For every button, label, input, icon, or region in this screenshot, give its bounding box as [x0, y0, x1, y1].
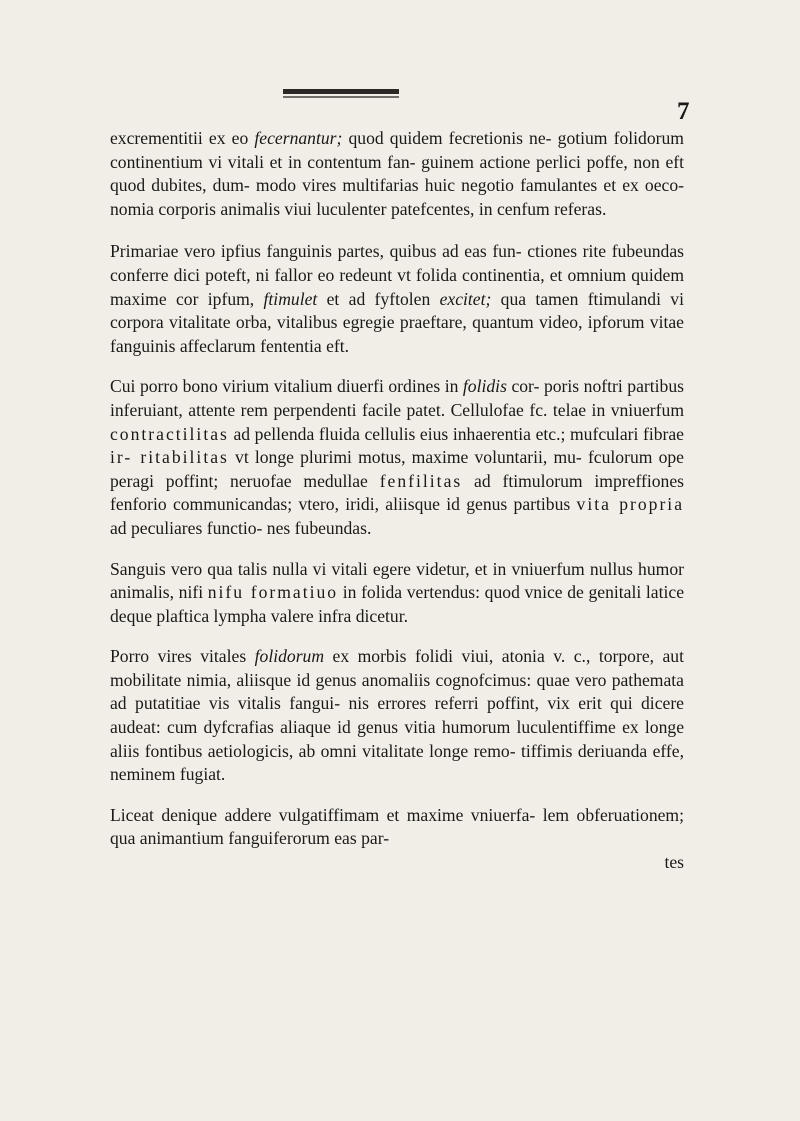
- text-segment: vt longe plurimi motus, maxime voluntarii, mu- fculorum ope peragi poffint; neruofae medullae: [110, 447, 684, 491]
- paragraph-1: [110, 127, 684, 221]
- paragraph-3: [110, 375, 684, 540]
- header-rule-thin: [283, 96, 399, 98]
- text-segment: nifu formatiuo: [207, 582, 339, 603]
- text-segment: quod quidem fecretionis ne- gotium folidorum continentium vi vitali et in contentum fan- guinem actione perlici poffe, non eft quod dubites, dum- modo vires multifarias huic negotio famulantes et ex oeco- nomia corporis animalis viui luculenter patefcentes, in cenfum referas.: [110, 128, 684, 219]
- text-segment: ad pellenda fluida cellulis eius inhaerentia etc.; mufculari fibrae: [228, 423, 684, 444]
- text-segment: qua tamen ftimulandi vi corpora vitalitate orba, vitalibus egregie praeftare, quantum video, ipforum vitae fanguinis affeclarum fententia eft.: [110, 288, 684, 356]
- text-segment: et ad fyftolen: [317, 288, 440, 309]
- text-segment: in folida vertendus: quod vnice de genitali latice deque plaftica lympha valere infra dicetur.: [110, 582, 684, 626]
- paragraph-4: [110, 558, 684, 629]
- paragraph-2: [110, 240, 684, 358]
- text-segment: contractilitas: [110, 423, 229, 444]
- text-segment: folidorum: [254, 646, 325, 667]
- header-rule: [283, 89, 399, 94]
- text-segment: excrementitii ex eo: [110, 128, 255, 148]
- text-segment: folidis: [462, 376, 507, 397]
- text-segment: fenfilitas: [379, 470, 463, 491]
- catchword: tes: [664, 852, 684, 873]
- text-segment: ir- ritabilitas: [110, 447, 229, 468]
- text-segment: ad ftimulorum impreffiones fenforio communicandas; vtero, iridi, aliisque id genus partibus: [110, 470, 684, 515]
- text-segment: fecernantur;: [254, 128, 343, 148]
- text-segment: Sanguis vero qua talis nulla vi vitali egere videtur, et in vniuerfum nullus humor animalis, nifi: [110, 558, 684, 603]
- text-segment: vita propria: [576, 494, 684, 515]
- text-segment: Liceat denique addere vulgatiffimam et maxime vniuerfa- lem obferuationem; qua animantium fanguiferorum eas par-: [110, 804, 684, 849]
- body-text: [110, 127, 684, 875]
- text-segment: ad peculiares functio- nes fubeundas.: [110, 517, 372, 538]
- text-segment: Primariae vero ipfius fanguinis partes, quibus ad eas fun- ctiones rite fubeundas conferre dici poteft, ni fallor eo redeunt vt folida continentia, et omnium quidem maxime cor ipfum,: [110, 241, 684, 309]
- text-segment: ex morbis folidi viui, atonia v. c., torpore, aut mobilitate nimia, aliisque id genus anomaliis cognofcimus: quae vero pathemata ad putatitiae vis vitalis fangui- nis errores referri poffint, vix erit qui dicere audeat: cum dyfcrafias aliaque id genus vitia humorum luculentiffime ex longe aliis fontibus aetiologicis, ab omni vitalitate longe remo- tiffimis deriuanda effe, neminem fugiat.: [110, 646, 684, 785]
- text-segment: excitet;: [439, 288, 492, 309]
- text-segment: Cui porro bono virium vitalium diuerfi ordines in: [110, 376, 463, 397]
- paragraph-6: [110, 804, 684, 851]
- text-segment: ftimulet: [263, 288, 318, 309]
- text-segment: Porro vires vitales: [110, 646, 255, 667]
- text-segment: cor- poris noftri partibus inferuiant, attente rem perpendenti facile patet. Cellulofae fc. telae in vniuerfum: [110, 376, 684, 420]
- page-number: 7: [677, 98, 690, 125]
- paragraph-5: [110, 645, 684, 787]
